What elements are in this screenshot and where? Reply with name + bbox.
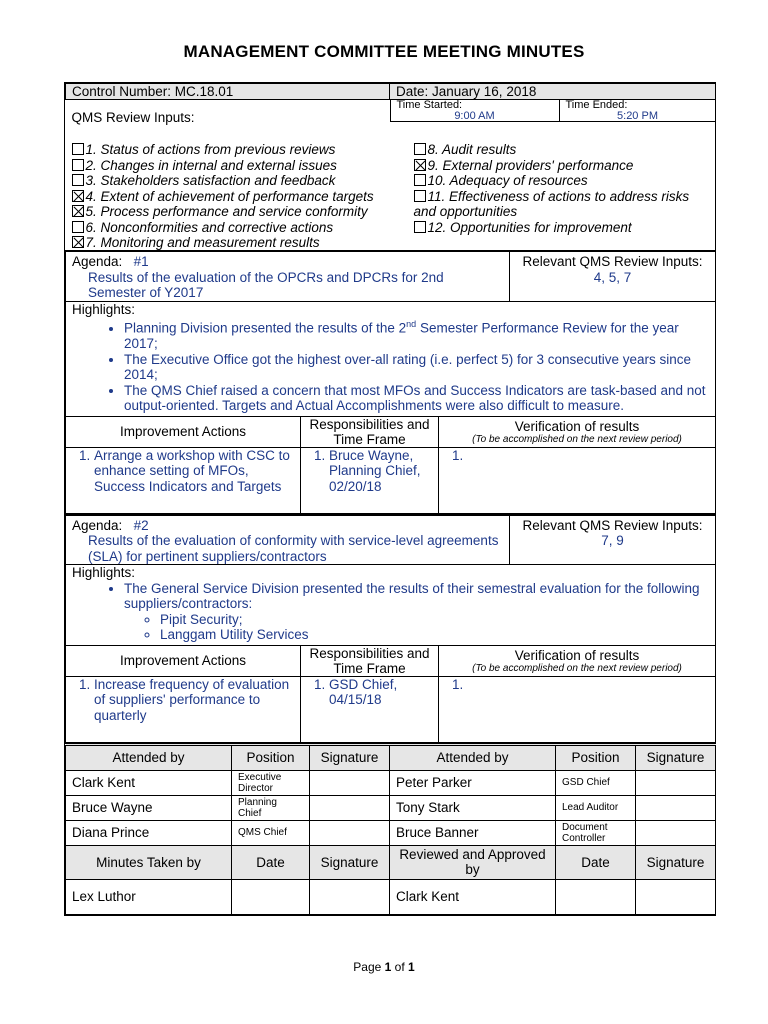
checkbox-icon (72, 143, 84, 155)
agenda-2-cell (66, 515, 510, 565)
checkbox-icon (72, 174, 84, 186)
agenda-text: Results of the evaluation of the OPCRs and DPCRs for 2nd Semester of Y2017 (88, 269, 444, 300)
relevant-label: Relevant QMS Review Inputs: (522, 517, 703, 533)
position-header: Position (556, 744, 636, 770)
qms-right-list (414, 142, 714, 235)
highlights-cell (66, 301, 716, 416)
agenda-label: Agenda: (72, 254, 123, 269)
qms-item: 12. Opportunities for improvement (414, 220, 714, 236)
checked-box-icon (72, 190, 84, 202)
document-title: MANAGEMENT COMMITTEE MEETING MINUTES (183, 42, 585, 61)
minutes-form (64, 82, 716, 916)
highlights-list (72, 317, 709, 414)
verification-header: Verification of results (To be accomplished on the next review period) (439, 416, 716, 447)
signature-header: Signature (636, 845, 716, 879)
checkbox-icon (72, 221, 84, 233)
qms-left-list (72, 142, 374, 251)
responsibility-header: Responsibilities and Time Frame (301, 416, 439, 447)
attendance-row: Diana Prince QMS Chief Bruce Banner Document Controller (66, 820, 716, 845)
responsibility: 1. Bruce Wayne, Planning Chief, 02/20/18 (301, 447, 439, 513)
date-header: Date (556, 845, 636, 879)
relevant-inputs-cell (510, 515, 716, 565)
highlight-item: • The General Service Division presented the results of their semestral evaluation for the following suppliers/contractors: ◦ Pipit Security; ◦ Langgam Utility Services (124, 581, 709, 643)
time-started-label: Time Started: (396, 99, 463, 111)
attendance-row: Clark Kent Executive Director Peter Parker GSD Chief (66, 770, 716, 795)
attended-header: Attended by (66, 744, 232, 770)
minutes-taker: Lex Luthor (66, 879, 232, 914)
checked-box-icon (72, 205, 84, 217)
qms-item: 5. Process performance and service conformity (72, 204, 374, 220)
highlights-label: Highlights: (72, 301, 136, 317)
relevant-inputs-cell (510, 251, 716, 301)
supplier-item: ◦ Pipit Security; (160, 612, 709, 628)
agenda-number: #2 (133, 517, 149, 533)
highlights-list (72, 581, 709, 643)
highlight-item: • The QMS Chief raised a concern that most MFOs and Success Indicators are task-based and not output-oriented. Targets and Actual Accomplishments were also difficult to measure. (124, 383, 709, 414)
qms-inputs-block (66, 100, 716, 250)
verification (439, 447, 716, 513)
qms-item: 7. Monitoring and measurement results (72, 235, 374, 251)
responsibility-header: Responsibilities and Time Frame (301, 645, 439, 676)
position-header: Position (232, 744, 310, 770)
qms-item: 11. Effectiveness of actions to address risks and opportunities (413, 188, 690, 219)
verification-header: Verification of results (To be accomplished on the next review period) (439, 645, 716, 676)
minutes-by-header: Minutes Taken by (66, 845, 232, 879)
highlights-cell (66, 565, 716, 646)
time-ended-cell (560, 100, 716, 122)
qms-item: 2. Changes in internal and external issues (72, 158, 374, 174)
signature-header: Signature (310, 744, 390, 770)
verification (439, 676, 716, 742)
time-started-cell (390, 100, 560, 122)
time-ended-label: Time Ended: (565, 99, 628, 111)
qms-item: 10. Adequacy of resources (414, 173, 714, 189)
signature-header: Signature (636, 744, 716, 770)
relevant-values: 4, 5, 7 (593, 269, 632, 285)
highlights-label: Highlights: (72, 565, 136, 580)
improvement-action: 1. Increase frequency of evaluation of suppliers' performance to quarterly (66, 676, 301, 742)
highlight-item: • The Executive Office got the highest over-all rating (i.e. perfect 5) for 3 consecutive years since 2014; (124, 352, 709, 383)
checkbox-icon (414, 174, 426, 186)
improvement-header: Improvement Actions (66, 645, 301, 676)
time-started-value: 9:00 AM (454, 110, 495, 122)
qms-item: 4. Extent of achievement of performance targets (72, 189, 374, 205)
attendance-row: Bruce Wayne Planning Chief Tony Stark Lead Auditor (66, 795, 716, 820)
relevant-values: 7, 9 (601, 533, 624, 548)
improvement-header: Improvement Actions (66, 416, 301, 447)
agenda-1-table (65, 250, 716, 514)
signature-header: Signature (310, 845, 390, 879)
date-header: Date (232, 845, 310, 879)
qms-item: 8. Audit results (414, 142, 714, 158)
checkbox-icon (414, 221, 426, 233)
reviewed-header: Reviewed and Approved by (390, 845, 556, 879)
control-number: Control Number: MC.18.01 (66, 84, 390, 100)
agenda-label: Agenda: (72, 517, 123, 533)
agenda-1-cell (66, 251, 510, 301)
highlight-item: • Planning Division presented the results of the 2nd Semester Performance Review for the year 2017; (124, 317, 709, 352)
page-footer: Page 1 of 1 (353, 960, 415, 974)
improvement-action: 1. Arrange a workshop with CSC to enhance setting of MFOs, Success Indicators and Targets (66, 447, 301, 513)
agenda-text: Results of the evaluation of conformity with service-level agreements (SLA) for pertinent suppliers/contractors (88, 533, 499, 564)
attended-header: Attended by (390, 744, 556, 770)
agenda-2-table (65, 514, 716, 743)
reviewer: Clark Kent (390, 879, 556, 914)
qms-item: 1. Status of actions from previous reviews (72, 142, 374, 158)
attendance-table (65, 743, 716, 915)
agenda-number: #1 (133, 254, 149, 269)
responsibility: 1. GSD Chief, 04/15/18 (301, 676, 439, 742)
qms-label: QMS Review Inputs: (71, 110, 195, 125)
checkbox-icon (414, 190, 426, 202)
checked-box-icon (414, 159, 426, 171)
checked-box-icon (72, 236, 84, 248)
checkbox-icon (414, 143, 426, 155)
header-table (65, 83, 716, 250)
supplier-item: ◦ Langgam Utility Services (160, 627, 709, 643)
qms-item: 9. External providers' performance (414, 158, 714, 174)
qms-item: 6. Nonconformities and corrective actions (72, 220, 374, 236)
relevant-label: Relevant QMS Review Inputs: (522, 254, 703, 269)
meeting-date: Date: January 16, 2018 (390, 84, 716, 100)
qms-item: 3. Stakeholders satisfaction and feedback (72, 173, 374, 189)
checkbox-icon (72, 159, 84, 171)
time-ended-value: 5:20 PM (617, 110, 658, 122)
